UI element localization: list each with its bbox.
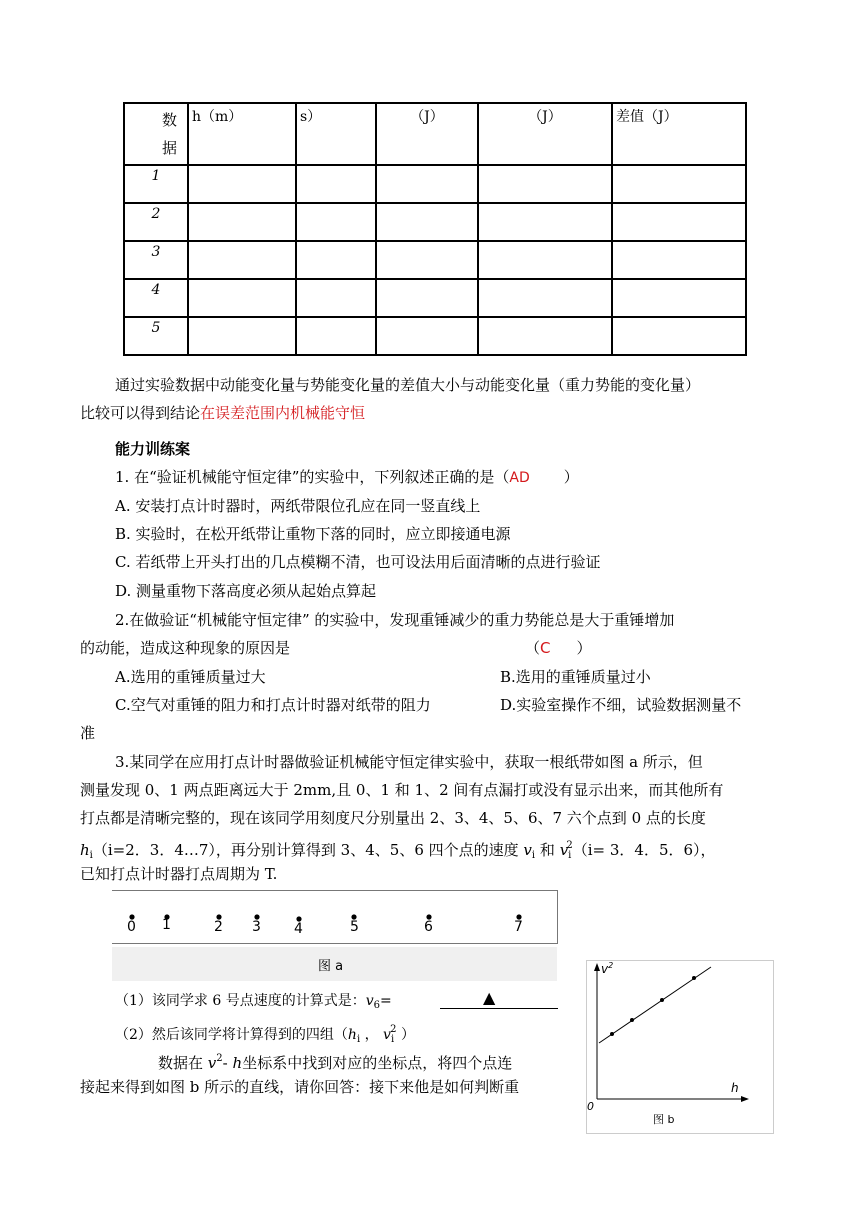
header-cell-s: s）: [296, 103, 376, 165]
sub-question-2: （2）然后该同学将计算得到的四组（$h_i$ ， $v_i^2$ ）: [115, 1024, 415, 1045]
origin-label: 0: [587, 1100, 594, 1113]
table-row: [124, 165, 746, 203]
conclusion-line-1: 通过实验数据中动能变化量与势能变化量的差值大小与动能变化量（重力势能的变化量）: [115, 376, 701, 394]
data-point: [660, 998, 664, 1002]
header-cell-h: h（m）: [188, 103, 296, 165]
conclusion-line-2: 比较可以得到结论在误差范围内机械能守恒: [80, 404, 366, 422]
figure-b-caption: 图 b: [653, 1113, 675, 1126]
figure-a-caption-box: [112, 947, 557, 981]
table-row: [124, 203, 746, 241]
conclusion-answer: 在误差范围内机械能守恒: [200, 404, 366, 422]
tape-label: 1: [162, 917, 171, 933]
data-point: [610, 1032, 614, 1036]
q3-line-5: 已知打点计时器打点周期为 T.: [80, 865, 278, 883]
section-title: 能力训练案: [115, 440, 191, 458]
header-cell-ek: （J）: [376, 103, 478, 165]
q1-stem: 1. 在“验证机械能守恒定律”的实验中，下列叙述正确的是（AD ）: [115, 468, 579, 486]
q3-line-2: 测量发现 0、1 两点距离远大于 2mm,且 0、1 和 1、2 间有点漏打或没有显示出来，而其他所有: [80, 781, 724, 799]
q2-line-1: 2.在做验证“机械能守恒定律” 的实验中，发现重锤减少的重力势能总是大于重锤增加: [115, 611, 675, 629]
table-row: [124, 241, 746, 279]
q1-option-d: D. 测量重物下落高度必须从起始点算起: [115, 582, 377, 600]
tape-label: 3: [252, 919, 261, 935]
tape-label: 2: [214, 919, 223, 935]
q1-option-a: A. 安装打点计时器时，两纸带限位孔应在同一竖直线上: [115, 497, 481, 515]
q3-line-4: $h_i(i=2$．3．4…7），再分别计算得到 3、4、5、6 四个点的速度 $v_i$ 和 $v_i^2(i= 3$．4．5．6），: [80, 840, 716, 861]
q2-option-a: A.选用的重锤质量过大: [115, 668, 266, 686]
row-number: 5: [124, 317, 188, 355]
table-row: [124, 317, 746, 355]
table-row: [124, 279, 746, 317]
row-number: 1: [124, 165, 188, 203]
x-axis-label: h: [731, 1081, 739, 1095]
data-table: [123, 102, 747, 356]
q1-option-c: C. 若纸带上开头打出的几点模糊不清，也可设法用后面清晰的点进行验证: [115, 553, 601, 571]
q2-option-b: B.选用的重锤质量过小: [500, 668, 651, 686]
tape-label: 6: [424, 919, 433, 935]
tape-dots: [112, 891, 557, 943]
y-axis-arrow-icon: [594, 963, 600, 971]
q1-answer: AD: [509, 470, 530, 486]
data-point: [630, 1018, 634, 1022]
header-cell-data: 数据: [124, 103, 188, 165]
header-cell-ep: （J）: [478, 103, 612, 165]
q2-answer-paren: （C ）: [525, 639, 592, 657]
q2-option-d-cont: 准: [80, 724, 96, 742]
tape-label: 5: [350, 919, 359, 935]
answer-blank-line: [440, 1008, 558, 1009]
tape-label: 7: [514, 919, 523, 935]
q3-line-3: 打点都是清晰完整的，现在该同学用刻度尺分别量出 2、3、4、5、6、7 六个点到 0 点的长度: [80, 809, 706, 827]
para-line-2: 接起来得到如图 b 所示的直线，请你回答：接下来他是如何判断重: [80, 1078, 520, 1096]
q2-line-2: 的动能，造成这种现象的原因是: [80, 639, 291, 657]
x-axis-arrow-icon: [741, 1096, 749, 1102]
q2-answer: C: [540, 639, 551, 657]
sub-question-1: （1）该同学求 6 号点速度的计算式是：$v_6=$: [115, 993, 392, 1011]
row-number: 4: [124, 279, 188, 317]
header-cell-diff: 差值（J）: [612, 103, 746, 165]
figure-a-caption: 图 a: [318, 959, 344, 974]
y-axis-label: $v^2$: [601, 961, 614, 976]
q2-option-d: D.实验室操作不细，试验数据测量不: [500, 696, 742, 714]
data-point: [692, 976, 696, 980]
figure-a-tape: [112, 890, 558, 944]
triangle-icon: ▲: [483, 988, 496, 1007]
tape-label: 0: [127, 919, 136, 935]
para-line-1: 数据在 $v^2-$ h坐标系中找到对应的坐标点，将四个点连: [158, 1053, 513, 1072]
q1-option-b: B. 实验时，在松开纸带让重物下落的同时，应立即接通电源: [115, 525, 511, 543]
q2-option-c: C.空气对重锤的阻力和打点计时器对纸带的阻力: [115, 696, 431, 714]
tape-label: 4: [294, 921, 303, 937]
graph-svg: [587, 961, 773, 1133]
figure-b-graph: [586, 960, 774, 1134]
row-number: 2: [124, 203, 188, 241]
row-number: 3: [124, 241, 188, 279]
q3-line-1: 3.某同学在应用打点计时器做验证机械能守恒定律实验中，获取一根纸带如图 a 所示，但: [115, 753, 703, 771]
